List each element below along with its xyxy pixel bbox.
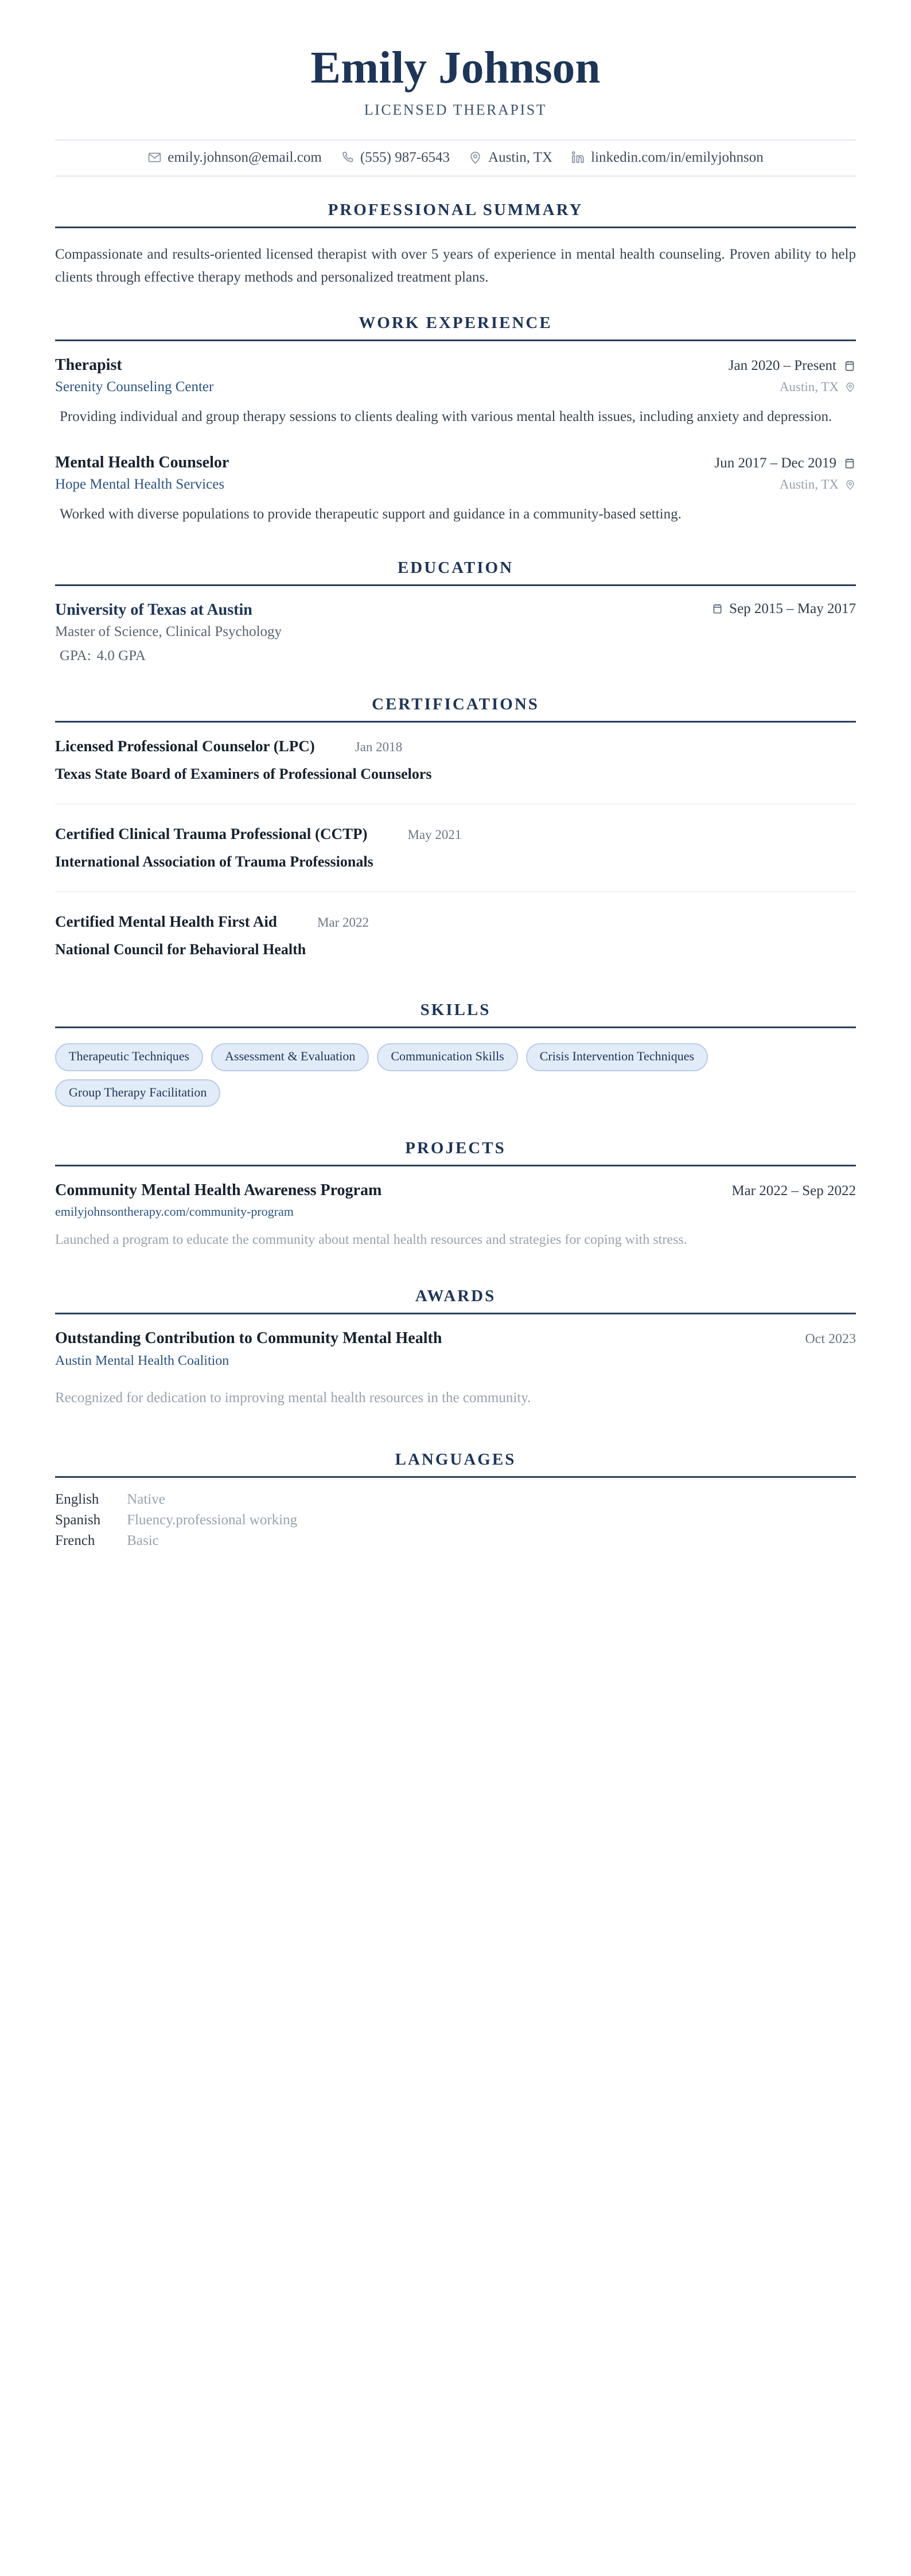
section-title-projects: PROJECTS bbox=[405, 1138, 506, 1157]
section-title-work-experience: WORK EXPERIENCE bbox=[359, 313, 552, 332]
envelope-icon bbox=[147, 150, 162, 165]
certification-item bbox=[55, 913, 856, 965]
language-level: Basic bbox=[127, 1533, 159, 1549]
work-job-title: Mental Health Counselor bbox=[55, 454, 229, 472]
certification-name: Licensed Professional Counselor (LPC) bbox=[55, 737, 315, 755]
section-certifications bbox=[55, 695, 856, 965]
language-level: Fluency.professional working bbox=[127, 1512, 298, 1528]
work-location bbox=[780, 380, 856, 395]
location-pin-icon bbox=[844, 479, 856, 490]
section-divider bbox=[55, 1476, 856, 1478]
education-gpa bbox=[55, 648, 856, 664]
contact-linkedin[interactable] bbox=[571, 150, 764, 166]
skill-chip: Crisis Intervention Techniques bbox=[526, 1043, 708, 1071]
education-gpa-value: 4.0 GPA bbox=[96, 648, 146, 664]
work-location bbox=[780, 477, 856, 492]
contact-bar bbox=[55, 139, 856, 177]
summary-text: Compassionate and results-oriented licensed therapist with over 5 years of experience in mental health counseling. Proven ability to help clients through effective therapy methods and personalized treatment plans. bbox=[55, 246, 856, 286]
certification-date: Jan 2018 bbox=[355, 740, 403, 755]
skill-chip: Therapeutic Techniques bbox=[55, 1043, 203, 1071]
work-job-title: Therapist bbox=[55, 356, 122, 374]
award-description: Recognized for dedication to improving mental health resources in the community. bbox=[55, 1390, 531, 1406]
award-issuer: Austin Mental Health Coalition bbox=[55, 1353, 229, 1368]
candidate-name: Emily Johnson bbox=[310, 43, 601, 93]
section-languages bbox=[55, 1450, 856, 1551]
section-awards bbox=[55, 1287, 856, 1410]
work-location-text: Austin, TX bbox=[779, 379, 839, 394]
work-date-range bbox=[729, 358, 856, 374]
section-title-education: EDUCATION bbox=[397, 558, 514, 577]
certification-issuer: Texas State Board of Examiners of Professional Counselors bbox=[55, 766, 432, 783]
project-entry bbox=[55, 1181, 856, 1251]
section-divider bbox=[55, 1165, 856, 1166]
education-degree: Master of Science, Clinical Psychology bbox=[55, 624, 282, 640]
contact-phone[interactable] bbox=[340, 150, 450, 166]
section-professional-summary bbox=[55, 201, 856, 290]
calendar-icon bbox=[711, 603, 723, 615]
section-title-awards: AWARDS bbox=[415, 1286, 496, 1305]
language-name: English bbox=[55, 1492, 99, 1508]
section-skills bbox=[55, 1001, 856, 1106]
certification-item bbox=[55, 737, 856, 805]
education-date-range bbox=[711, 601, 856, 617]
award-name: Outstanding Contribution to Community Mental Health bbox=[55, 1329, 442, 1347]
calendar-icon bbox=[843, 457, 856, 470]
project-date-range: Mar 2022 – Sep 2022 bbox=[731, 1182, 856, 1199]
project-description: Launched a program to educate the community about mental health resources and strategies for coping with stress. bbox=[55, 1232, 687, 1247]
language-row bbox=[55, 1510, 297, 1531]
education-date-text: Sep 2015 – May 2017 bbox=[729, 600, 856, 616]
award-date: Oct 2023 bbox=[805, 1331, 856, 1346]
work-description: Providing individual and group therapy sessions to clients dealing with various mental health issues, including anxiety and depression. bbox=[60, 408, 832, 424]
work-location-text: Austin, TX bbox=[779, 477, 839, 492]
location-pin-icon bbox=[844, 381, 856, 393]
contact-email[interactable] bbox=[147, 150, 322, 166]
section-title-certifications: CERTIFICATIONS bbox=[372, 695, 539, 714]
education-gpa-label: GPA: bbox=[60, 648, 91, 664]
work-date-text: Jan 2020 – Present bbox=[728, 357, 836, 373]
certification-name: Certified Clinical Trauma Professional (CCTP) bbox=[55, 825, 368, 843]
skill-chip: Assessment & Evaluation bbox=[211, 1043, 369, 1071]
language-name: French bbox=[55, 1533, 95, 1549]
certification-date: May 2021 bbox=[407, 828, 462, 842]
language-level: Native bbox=[127, 1492, 165, 1508]
contact-email-label: emily.johnson@email.com bbox=[168, 149, 322, 165]
section-divider bbox=[55, 339, 856, 341]
section-divider bbox=[55, 1313, 856, 1314]
work-date-range bbox=[715, 455, 856, 471]
resume-header bbox=[55, 0, 856, 177]
work-description: Worked with diverse populations to provide therapeutic support and guidance in a community-based setting. bbox=[60, 506, 682, 522]
certification-issuer: National Council for Behavioral Health bbox=[55, 941, 306, 958]
candidate-job-title: LICENSED THERAPIST bbox=[364, 101, 547, 118]
skill-chip: Group Therapy Facilitation bbox=[55, 1079, 220, 1107]
section-title-languages: LANGUAGES bbox=[395, 1450, 516, 1469]
education-school: University of Texas at Austin bbox=[55, 601, 252, 619]
skills-list bbox=[55, 1043, 856, 1106]
contact-phone-label: (555) 987-6543 bbox=[360, 149, 450, 165]
languages-table bbox=[55, 1489, 297, 1551]
contact-location bbox=[468, 150, 552, 166]
project-name: Community Mental Health Awareness Program bbox=[55, 1181, 382, 1199]
location-pin-icon bbox=[468, 150, 482, 165]
language-row bbox=[55, 1531, 297, 1551]
skill-chip: Communication Skills bbox=[377, 1043, 517, 1071]
contact-location-label: Austin, TX bbox=[488, 149, 553, 165]
certification-item bbox=[55, 825, 856, 892]
certification-date: Mar 2022 bbox=[317, 915, 369, 930]
language-row bbox=[55, 1489, 297, 1510]
section-divider bbox=[55, 721, 856, 723]
section-title-skills: SKILLS bbox=[420, 1001, 491, 1020]
work-company: Serenity Counseling Center bbox=[55, 378, 214, 395]
page-bottom-whitespace bbox=[55, 1551, 856, 2171]
work-entry bbox=[55, 454, 856, 526]
education-entry bbox=[55, 601, 856, 665]
phone-icon bbox=[340, 150, 355, 165]
section-title-summary: PROFESSIONAL SUMMARY bbox=[328, 200, 583, 219]
section-divider bbox=[55, 1027, 856, 1028]
project-url[interactable]: emilyjohnsontherapy.com/community-program bbox=[55, 1204, 294, 1219]
linkedin-icon bbox=[571, 150, 585, 165]
certification-name: Certified Mental Health First Aid bbox=[55, 913, 277, 931]
certification-issuer: International Association of Trauma Professionals bbox=[55, 853, 373, 871]
section-divider bbox=[55, 584, 856, 586]
work-entry bbox=[55, 356, 856, 429]
work-company: Hope Mental Health Services bbox=[55, 477, 225, 493]
contact-linkedin-label: linkedin.com/in/emilyjohnson bbox=[591, 149, 764, 165]
section-projects bbox=[55, 1139, 856, 1251]
section-divider bbox=[55, 227, 856, 228]
work-date-text: Jun 2017 – Dec 2019 bbox=[714, 455, 836, 471]
language-name: Spanish bbox=[55, 1512, 101, 1528]
award-entry bbox=[55, 1329, 856, 1410]
section-work-experience bbox=[55, 314, 856, 526]
calendar-icon bbox=[843, 360, 856, 372]
section-education bbox=[55, 559, 856, 665]
